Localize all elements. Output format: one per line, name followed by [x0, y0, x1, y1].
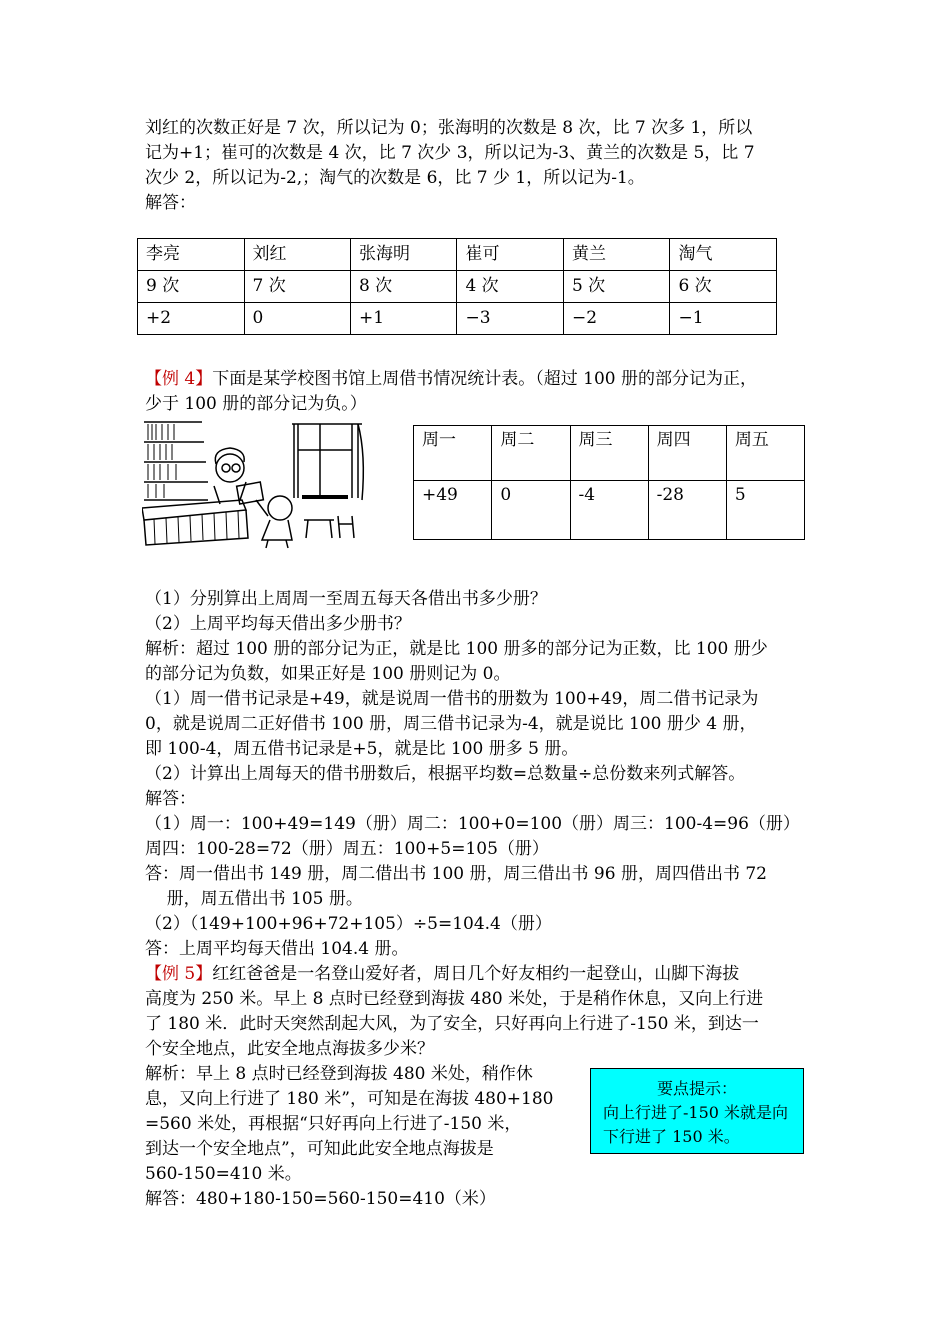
table-header-cell: 周五	[726, 426, 804, 481]
table-cell: 崔可	[457, 239, 564, 271]
table-cell: +2	[138, 303, 245, 335]
table-cell: 4 次	[457, 271, 564, 303]
body-line: （1）分别算出上周周一至周五每天各借出书多少册？	[145, 589, 547, 609]
tip-title: 要点提示：	[656, 1079, 737, 1098]
body-line: （1）周一借书记录是+49，就是说周一借书的册数为 100+49，周二借书记录为	[145, 689, 759, 709]
tip-line: 向上行进了-150 米就是向	[603, 1103, 789, 1122]
table-row	[138, 239, 777, 271]
table-row	[414, 426, 805, 481]
count-table	[137, 238, 777, 335]
table-cell: −2	[563, 303, 670, 335]
table-row	[138, 271, 777, 303]
table-cell: 7 次	[244, 271, 350, 303]
table-cell: −1	[670, 303, 777, 335]
intro-line: 次少 2，所以记为-2,；淘气的次数是 6，比 7 少 1，所以记为-1。	[145, 168, 645, 188]
table-header-cell: 周四	[648, 426, 726, 481]
tip-line: 下行进了 150 米。	[603, 1127, 740, 1146]
table-header-cell: 周三	[570, 426, 648, 481]
example5-line: 息，又向上行进了 180 米”，可知是在海拔 480+180	[145, 1089, 554, 1109]
table-cell: 0	[244, 303, 350, 335]
tip-box	[590, 1068, 804, 1154]
table-cell: 5 次	[563, 271, 670, 303]
table-header-cell: 周一	[414, 426, 492, 481]
table-header-cell: 周二	[492, 426, 570, 481]
table-row	[138, 303, 777, 335]
body-line: 解析：超过 100 册的部分记为正，就是比 100 册多的部分记为正数，比 100 册少	[145, 639, 768, 659]
body-line: （1）周一：100+49=149（册）周二：100+0=100（册）周三：100-4=96（册）	[145, 814, 800, 834]
body-line: 周四：100-28=72（册）周五：100+5=105（册）	[145, 839, 549, 859]
body-line: 解答：	[145, 789, 196, 809]
example5-line: 560-150=410 米。	[145, 1164, 302, 1184]
table-cell: +1	[350, 303, 457, 335]
library-illustration	[142, 420, 370, 550]
table-cell: 淘气	[670, 239, 777, 271]
example5-line: 到达一个安全地点”，可知此此安全地点海拔是	[145, 1139, 494, 1159]
table-row	[414, 481, 805, 540]
table-cell: 张海明	[350, 239, 457, 271]
body-line: 的部分记为负数，如果正好是 100 册则记为 0。	[145, 664, 511, 684]
body-line: 0，就是说周二正好借书 100 册，周三借书记录为-4，就是说比 100 册少 4 册，	[145, 714, 757, 734]
example5-line: =560 米处，再根据“只好再向上行进了-150 米，	[145, 1114, 522, 1134]
example4-heading	[145, 367, 757, 392]
example5-line: 了 180 米．此时天突然刮起大风，为了安全，只好再向上行进了-150 米，到达一	[145, 1014, 759, 1034]
table-cell: 9 次	[138, 271, 245, 303]
body-line: （2）（149+100+96+72+105）÷5=104.4（册）	[145, 914, 552, 934]
table-cell: 6 次	[670, 271, 777, 303]
table-cell: 5	[726, 481, 804, 540]
example5-line: 解析：早上 8 点时已经登到海拔 480 米处，稍作休	[145, 1064, 533, 1084]
body-line: 答：上周平均每天借出 104.4 册。	[145, 939, 409, 959]
example4-line: 少于 100 册的部分记为负。）	[145, 394, 367, 414]
example-tag: 【例 5】	[145, 964, 213, 984]
example-text: 红红爸爸是一名登山爱好者，周日几个好友相约一起登山，山脚下海拔	[212, 964, 740, 984]
body-line: 册，周五借出书 105 册。	[145, 889, 363, 909]
example-text: 下面是某学校图书馆上周借书情况统计表。（超过 100 册的部分记为正，	[212, 369, 757, 389]
intro-line: 记为+1；崔可的次数是 4 次，比 7 次少 3，所以记为-3、黄兰的次数是 5，比 7	[145, 143, 755, 163]
body-line: （2）计算出上周每天的借书册数后，根据平均数=总数量÷总份数来列式解答。	[145, 764, 746, 784]
borrow-table	[413, 425, 805, 540]
table-cell: +49	[414, 481, 492, 540]
example5-heading	[145, 962, 739, 987]
example5-line: 个安全地点，此安全地点海拔多少米？	[145, 1039, 434, 1059]
table-cell: 黄兰	[563, 239, 670, 271]
body-line: （2）上周平均每天借出多少册书？	[145, 614, 411, 634]
example-tag: 【例 4】	[145, 369, 213, 389]
example5-line: 解答：480+180-150=560-150=410（米）	[145, 1189, 496, 1209]
example5-line: 高度为 250 米。早上 8 点时已经登到海拔 480 米处，于是稍作休息，又向上行进	[145, 989, 764, 1009]
body-line: 答：周一借出书 149 册，周二借出书 100 册，周三借出书 96 册，周四借出书 72	[145, 864, 767, 884]
table-cell: −3	[457, 303, 564, 335]
body-line: 即 100-4，周五借书记录是+5，就是比 100 册多 5 册。	[145, 739, 579, 759]
table-cell: -28	[648, 481, 726, 540]
table-cell: 0	[492, 481, 570, 540]
table-cell: 李亮	[138, 239, 245, 271]
answer-label: 解答：	[145, 193, 196, 213]
intro-line: 刘红的次数正好是 7 次，所以记为 0；张海明的次数是 8 次，比 7 次多 1，所以	[145, 118, 753, 138]
table-cell: -4	[570, 481, 648, 540]
table-cell: 8 次	[350, 271, 457, 303]
table-cell: 刘红	[244, 239, 350, 271]
